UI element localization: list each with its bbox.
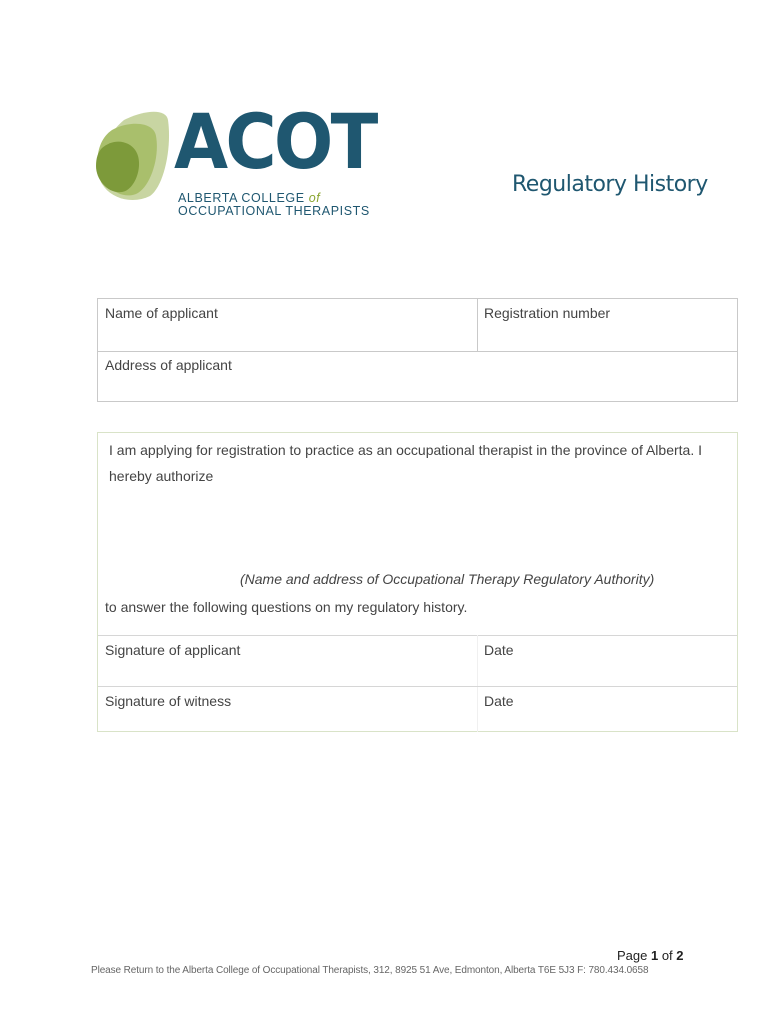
authorization-table <box>97 432 738 732</box>
answer-questions-text: to answer the following questions on my regulatory history. <box>105 599 468 615</box>
logo-acronym: ACOT <box>174 97 376 186</box>
footer-return-address: Please Return to the Alberta College of Occupational Therapists, 312, 8925 51 Ave, Edmonton, Alberta T6E 5J3 F: 780.434.0658 <box>91 965 649 976</box>
regulatory-authority-caption[interactable]: (Name and address of Occupational Therapy Regulatory Authority) <box>240 571 655 587</box>
acot-logo <box>94 97 376 220</box>
logo-college-name-line2: OCCUPATIONAL THERAPISTS <box>178 204 370 218</box>
logo-leaf-mark <box>94 108 176 208</box>
applicant-info-table <box>97 298 738 402</box>
column-divider <box>477 299 478 351</box>
registration-number-field[interactable]: Registration number <box>484 305 611 321</box>
document-title: Regulatory History <box>512 172 708 197</box>
column-divider <box>477 635 478 732</box>
address-of-applicant-field[interactable]: Address of applicant <box>105 357 232 373</box>
witness-date-field[interactable]: Date <box>484 693 514 709</box>
logo-college-name: ALBERTA COLLEGE of <box>178 191 321 205</box>
row-divider <box>98 635 737 636</box>
applicant-name-row <box>98 299 737 352</box>
row-divider <box>98 686 737 687</box>
authorization-statement: I am applying for registration to practice as an occupational therapist in the province of Alberta. I hereby authorize <box>109 442 702 484</box>
name-of-applicant-field[interactable]: Name of applicant <box>105 305 218 321</box>
signature-of-applicant-field[interactable]: Signature of applicant <box>105 642 241 658</box>
page-number: Page 1 of 2 <box>617 948 684 963</box>
applicant-date-field[interactable]: Date <box>484 642 514 658</box>
signature-of-witness-field[interactable]: Signature of witness <box>105 693 232 709</box>
